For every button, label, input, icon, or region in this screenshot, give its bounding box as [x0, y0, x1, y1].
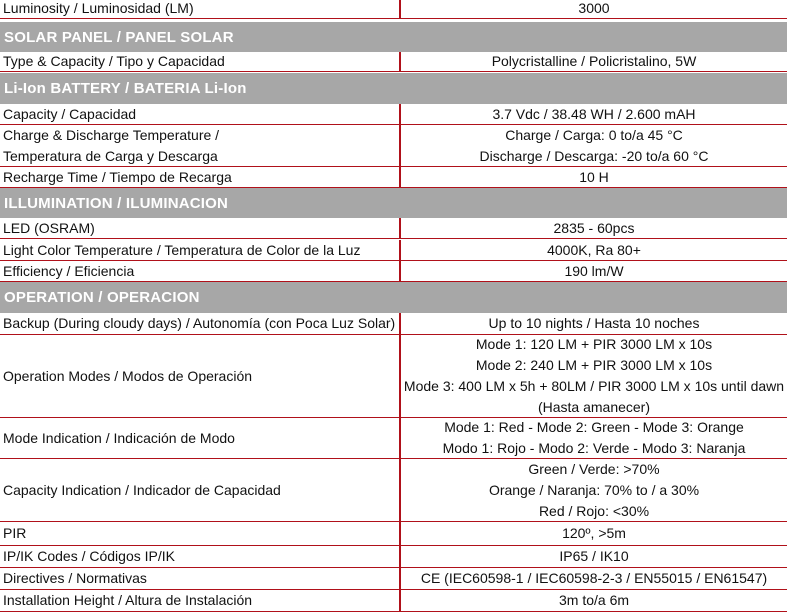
- spec-value: [399, 568, 787, 589]
- spec-value-line: 3m to/a 6m: [558, 592, 630, 608]
- spec-value-line: Red / Rojo: <30%: [538, 502, 650, 519]
- spec-label-line: Installation Height / Altura de Instalación: [3, 592, 253, 608]
- spec-label-line: Operation Modes / Modos de Operación: [3, 367, 253, 384]
- spec-label: [3, 335, 395, 417]
- table-row: [0, 546, 787, 568]
- spec-value-line: 120º, >5m: [562, 525, 626, 541]
- spec-label: [3, 261, 395, 281]
- spec-value-line: (Hasta amanecer): [537, 399, 651, 415]
- spec-label: [3, 418, 395, 458]
- section-header: [0, 73, 787, 104]
- table-row: [0, 522, 787, 546]
- spec-value: [399, 0, 787, 18]
- spec-value-line: 10 H: [579, 168, 609, 185]
- spec-value-line: Charge / Carga: 0 to/a 45 °C: [505, 126, 683, 143]
- table-row: [0, 459, 787, 522]
- spec-value-line: CE (IEC60598-1 / IEC60598-2-3 / EN55015 / EN61547): [420, 570, 768, 586]
- spec-label: [3, 240, 395, 260]
- spec-label: [3, 218, 395, 238]
- table-row: [0, 568, 787, 590]
- spec-value: [399, 313, 787, 334]
- spec-label-line: Directives / Normativas: [3, 570, 147, 586]
- spec-value: [399, 125, 787, 166]
- spec-label: [3, 313, 395, 334]
- spec-label: [3, 167, 395, 187]
- table-row: [0, 590, 787, 612]
- section-header: [0, 282, 787, 313]
- spec-value-line: Up to 10 nights / Hasta 10 noches: [488, 315, 700, 331]
- section-title: Li-Ion BATTERY / BATERIA Li-Ion: [4, 80, 247, 97]
- spec-label: [3, 546, 395, 567]
- table-row: [0, 240, 787, 261]
- table-row: [0, 418, 787, 459]
- spec-label: [3, 0, 395, 18]
- spec-label: [3, 125, 395, 166]
- spec-value: [399, 335, 787, 417]
- spec-value: [399, 459, 787, 521]
- spec-label-line: Luminosity / Luminosidad (LM): [3, 0, 194, 16]
- section-title: SOLAR PANEL / PANEL SOLAR: [4, 28, 234, 46]
- spec-label-line: Type & Capacity / Tipo y Capacidad: [3, 53, 225, 69]
- spec-label-line: Charge & Discharge Temperature /: [3, 126, 220, 143]
- spec-value: [399, 52, 787, 71]
- spec-label-line: Capacity Indication / Indicador de Capacidad: [3, 481, 281, 498]
- spec-value-line: Mode 2: 240 LM + PIR 3000 LM x 10s: [475, 357, 713, 373]
- spec-label-line: Light Color Temperature / Temperatura de Color de la Luz: [3, 241, 361, 258]
- section-header: [0, 22, 787, 52]
- spec-value: [399, 590, 787, 611]
- spec-value-line: Mode 1: 120 LM + PIR 3000 LM x 10s: [475, 336, 713, 352]
- spec-value: [399, 261, 787, 281]
- table-row: [0, 261, 787, 282]
- table-row: [0, 125, 787, 167]
- spec-value-line: Mode 3: 400 LM x 5h + 80LM / PIR 3000 LM x 10s until dawn: [403, 378, 785, 394]
- spec-value: [399, 240, 787, 260]
- spec-label-line: Mode Indication / Indicación de Modo: [3, 429, 235, 446]
- spec-value-line: 4000K, Ra 80+: [547, 241, 641, 258]
- table-row: [0, 218, 787, 239]
- spec-label: [3, 568, 395, 589]
- table-row: [0, 104, 787, 125]
- spec-value-line: IP65 / IK10: [559, 548, 629, 564]
- spec-label-line: Capacity / Capacidad: [3, 105, 137, 122]
- spec-value-line: Discharge / Descarga: -20 to/a 60 °C: [479, 147, 709, 164]
- spec-value-line: Mode 1: Red - Mode 2: Green - Mode 3: Orange: [444, 419, 744, 435]
- spec-label-line: Recharge Time / Tiempo de Recarga: [3, 168, 232, 185]
- spec-value: [399, 522, 787, 545]
- spec-label: [3, 522, 395, 545]
- spec-label-line: Backup (During cloudy days) / Autonomía (con Poca Luz Solar): [3, 315, 396, 331]
- section-title: ILLUMINATION / ILUMINACION: [4, 194, 229, 212]
- table-row: [0, 0, 787, 19]
- spec-value-line: 2835 - 60pcs: [553, 219, 635, 236]
- spec-label-line: Efficiency / Eficiencia: [3, 262, 135, 279]
- spec-value-line: 3000: [578, 0, 610, 16]
- spec-label: [3, 459, 395, 521]
- spec-value: [399, 218, 787, 238]
- spec-value-line: Modo 1: Rojo - Modo 2: Verde - Modo 3: Naranja: [442, 440, 746, 456]
- spec-label: [3, 590, 395, 611]
- table-row: [0, 313, 787, 335]
- spec-label-line: IP/IK Codes / Códigos IP/IK: [3, 548, 175, 564]
- spec-value: [399, 546, 787, 567]
- table-row: [0, 335, 787, 418]
- spec-value: [399, 104, 787, 124]
- spec-label: [3, 52, 395, 71]
- section-header: [0, 188, 787, 218]
- table-row: [0, 167, 787, 188]
- spec-value: [399, 167, 787, 187]
- spec-value-line: 190 lm/W: [564, 262, 624, 279]
- section-title: OPERATION / OPERACION: [4, 289, 200, 306]
- spec-value: [399, 418, 787, 458]
- spec-label-line: PIR: [3, 525, 27, 541]
- spec-value-line: Orange / Naranja: 70% to / a 30%: [488, 481, 700, 498]
- spec-value-line: 3.7 Vdc / 38.48 WH / 2.600 mAH: [492, 105, 696, 122]
- spec-label: [3, 104, 395, 124]
- spec-label-line: Temperatura de Carga y Descarga: [3, 147, 218, 164]
- spec-label-line: LED (OSRAM): [3, 219, 95, 236]
- spec-value-line: Polycristalline / Policristalino, 5W: [491, 53, 697, 69]
- table-row: [0, 52, 787, 72]
- spec-value-line: Green / Verde: >70%: [528, 460, 660, 477]
